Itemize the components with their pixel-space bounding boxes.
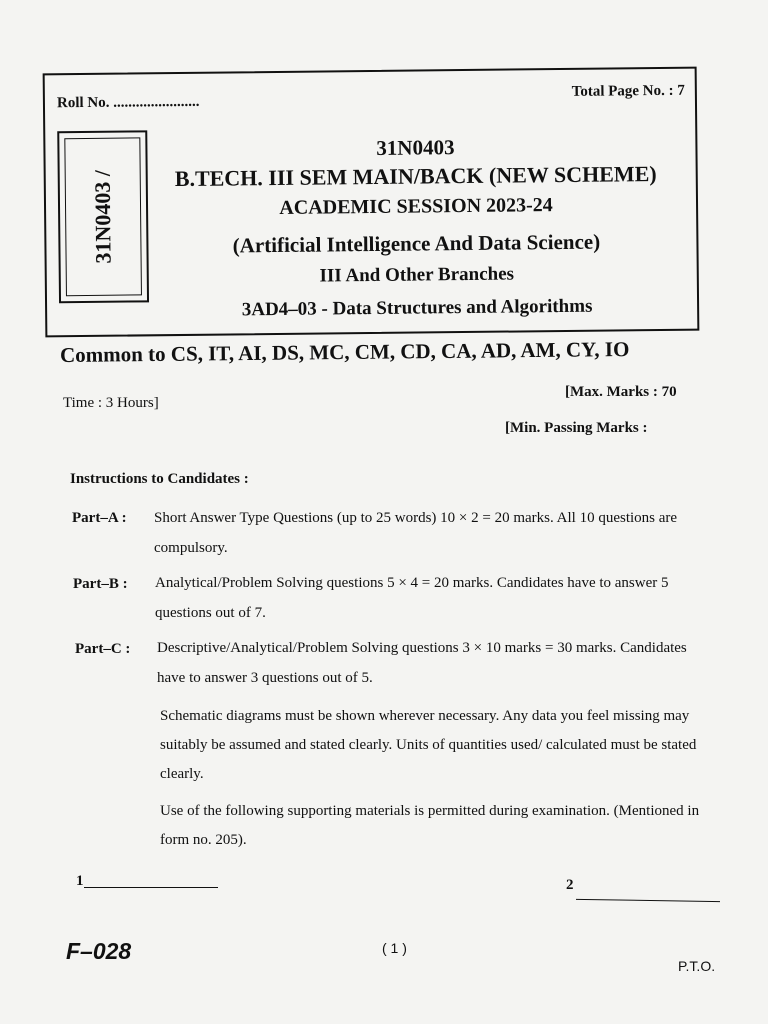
- part-b-text: Analytical/Problem Solving questions 5 × 4 = 20 marks. Candidates have to answer 5 questions out of 7.: [155, 575, 669, 621]
- header-box: [43, 67, 700, 338]
- signature-line-2: [576, 899, 720, 902]
- part-b-label: Part–B :: [73, 576, 128, 592]
- paper-code: 31N0403: [376, 135, 455, 160]
- time-allowed: Time : 3 Hours]: [63, 395, 159, 411]
- roll-number: Roll No. .......................: [56, 93, 200, 112]
- signature-label-2: 2: [566, 877, 574, 893]
- form-code: F–028: [66, 938, 132, 964]
- vertical-code-box: [57, 130, 149, 303]
- branch-name: (Artificial Intelligence And Data Science): [232, 229, 601, 258]
- vertical-paper-code: 31N0403 /: [89, 169, 116, 264]
- part-c-label: Part–C :: [75, 641, 131, 657]
- signature-line-1: [84, 887, 218, 888]
- part-a-text: Short Answer Type Questions (up to 25 words) 10 × 2 = 20 marks. All 10 questions are compulsory.: [154, 510, 678, 556]
- signature-label-1: 1: [76, 873, 84, 889]
- min-passing-marks: [Min. Passing Marks :: [505, 420, 648, 436]
- schematic-instructions: Schematic diagrams must be shown wherever necessary. Any data you feel missing may suitably be assumed and stated clearly. Units of quantities used/ calculated must be stated clearly.: [160, 708, 697, 782]
- academic-session: ACADEMIC SESSION 2023-24: [279, 194, 553, 219]
- pto-label: P.T.O.: [678, 958, 716, 974]
- other-branches: III And Other Branches: [319, 263, 515, 287]
- max-marks: [Max. Marks : 70: [565, 384, 677, 400]
- part-a-label: Part–A :: [72, 510, 127, 526]
- common-to-branches: Common to CS, IT, AI, DS, MC, CM, CD, CA, AD, AM, CY, IO: [59, 337, 630, 367]
- page-number: ( 1 ): [382, 940, 407, 956]
- total-pages: Total Page No. : 7: [571, 82, 685, 100]
- course-title: B.TECH. III SEM MAIN/BACK (NEW SCHEME): [174, 161, 657, 192]
- part-c-text: Descriptive/Analytical/Problem Solving questions 3 × 10 marks = 30 marks. Candidates have to answer 3 questions out of 5.: [157, 640, 687, 686]
- instructions-title: Instructions to Candidates :: [70, 471, 249, 487]
- subject-title: 3AD4–03 - Data Structures and Algorithms: [241, 295, 593, 321]
- supporting-materials: Use of the following supporting materials is permitted during examination. (Mentioned in form no. 205).: [160, 803, 700, 848]
